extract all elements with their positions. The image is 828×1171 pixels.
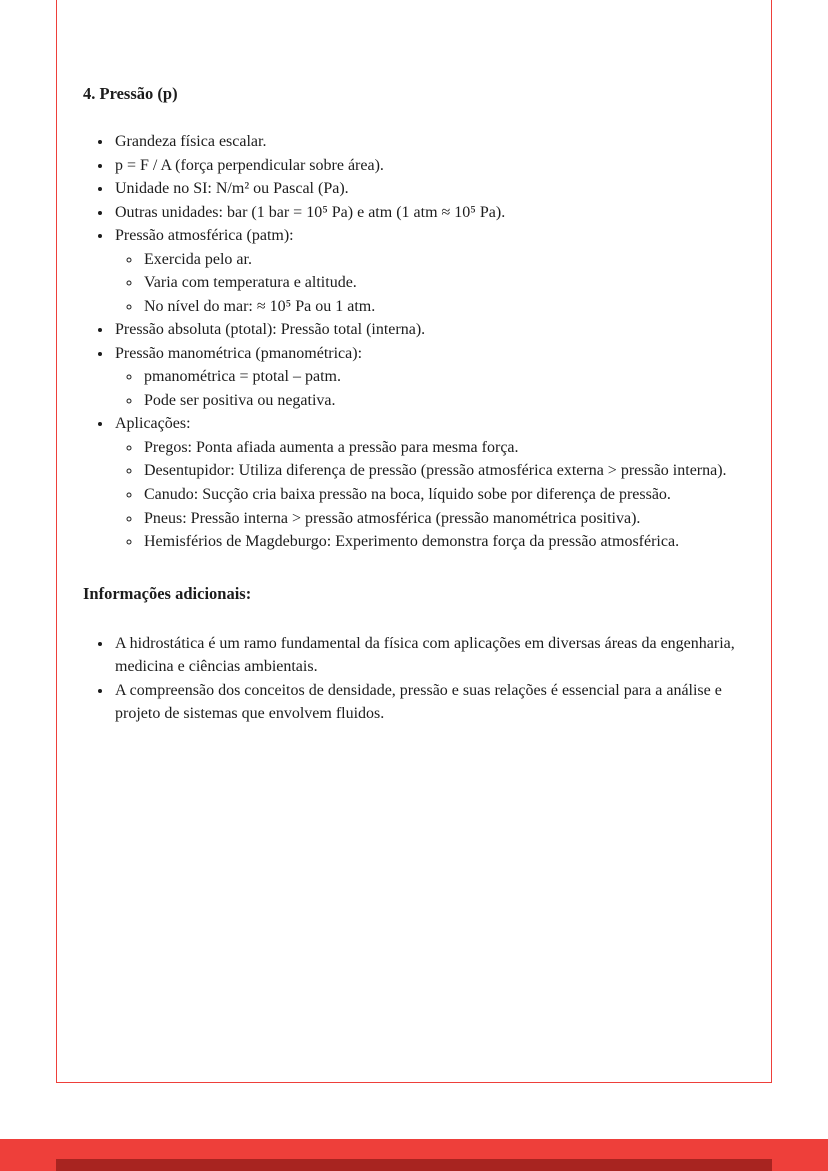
list-item bbox=[113, 154, 745, 178]
list-item bbox=[113, 224, 745, 318]
list-item bbox=[113, 177, 745, 201]
list-item-text: Pressão absoluta (ptotal): Pressão total (interna). bbox=[115, 321, 426, 339]
document-content bbox=[57, 0, 771, 726]
sub-list-item bbox=[142, 295, 745, 319]
sub-list-item bbox=[142, 530, 745, 554]
sub-list-item bbox=[142, 389, 745, 413]
list-item-text: A compreensão dos conceitos de densidade, pressão e suas relações é essencial para a análise e projeto de sistemas que envolvem fluidos. bbox=[115, 681, 722, 723]
document-page bbox=[56, 0, 772, 1083]
list-item-text: Unidade no SI: N/m² ou Pascal (Pa). bbox=[115, 180, 349, 198]
list-item-text: Hemisférios de Magdeburgo: Experimento demonstra força da pressão atmosférica. bbox=[144, 533, 680, 551]
list-item-text: Pode ser positiva ou negativa. bbox=[144, 391, 336, 409]
sub-list-aplicacoes bbox=[115, 436, 745, 554]
list-item bbox=[113, 342, 745, 413]
sub-list-item bbox=[142, 483, 745, 507]
list-item-text: Aplicações: bbox=[115, 415, 191, 433]
list-item-text: Outras unidades: bar (1 bar = 10⁵ Pa) e atm (1 atm ≈ 10⁵ Pa). bbox=[115, 203, 506, 221]
list-item bbox=[113, 632, 745, 679]
list-item-text: p = F / A (força perpendicular sobre área). bbox=[115, 156, 384, 174]
list-item-text: Pregos: Ponta afiada aumenta a pressão para mesma força. bbox=[144, 438, 519, 456]
pressure-list bbox=[83, 130, 745, 553]
list-item bbox=[113, 412, 745, 553]
additional-info-list bbox=[83, 632, 745, 726]
list-item bbox=[113, 201, 745, 225]
list-item-text: Exercida pelo ar. bbox=[144, 250, 252, 268]
list-item bbox=[113, 679, 745, 726]
sub-list-item bbox=[142, 365, 745, 389]
sub-list-atmosferica bbox=[115, 248, 745, 319]
sub-list-manometrica bbox=[115, 365, 745, 412]
list-item-text: A hidrostática é um ramo fundamental da física com aplicações em diversas áreas da engenharia, medicina e ciências ambientais. bbox=[115, 634, 735, 676]
sub-list-item bbox=[142, 436, 745, 460]
list-item-text: Pressão atmosférica (patm): bbox=[115, 227, 294, 245]
list-item-text: pmanométrica = ptotal – patm. bbox=[144, 368, 341, 386]
list-item-text: Pneus: Pressão interna > pressão atmosférica (pressão manométrica positiva). bbox=[144, 509, 641, 527]
list-item-text: Varia com temperatura e altitude. bbox=[144, 274, 357, 292]
section-heading-pressao: 4. Pressão (p) bbox=[83, 84, 178, 103]
list-item-text: No nível do mar: ≈ 10⁵ Pa ou 1 atm. bbox=[144, 297, 376, 315]
section-heading-informacoes: Informações adicionais: bbox=[83, 583, 252, 603]
sub-list-item bbox=[142, 248, 745, 272]
page-separator-band bbox=[0, 1139, 828, 1171]
list-item-text: Pressão manométrica (pmanométrica): bbox=[115, 344, 363, 362]
list-item bbox=[113, 130, 745, 154]
sub-list-item bbox=[142, 459, 745, 483]
next-page-top-edge bbox=[56, 1159, 772, 1171]
list-item-text: Grandeza física escalar. bbox=[115, 133, 267, 151]
sub-list-item bbox=[142, 271, 745, 295]
list-item-text: Desentupidor: Utiliza diferença de pressão (pressão atmosférica externa > pressão interna). bbox=[144, 462, 727, 480]
list-item-text: Canudo: Sucção cria baixa pressão na boca, líquido sobe por diferença de pressão. bbox=[144, 485, 671, 503]
list-item bbox=[113, 318, 745, 342]
sub-list-item bbox=[142, 507, 745, 531]
